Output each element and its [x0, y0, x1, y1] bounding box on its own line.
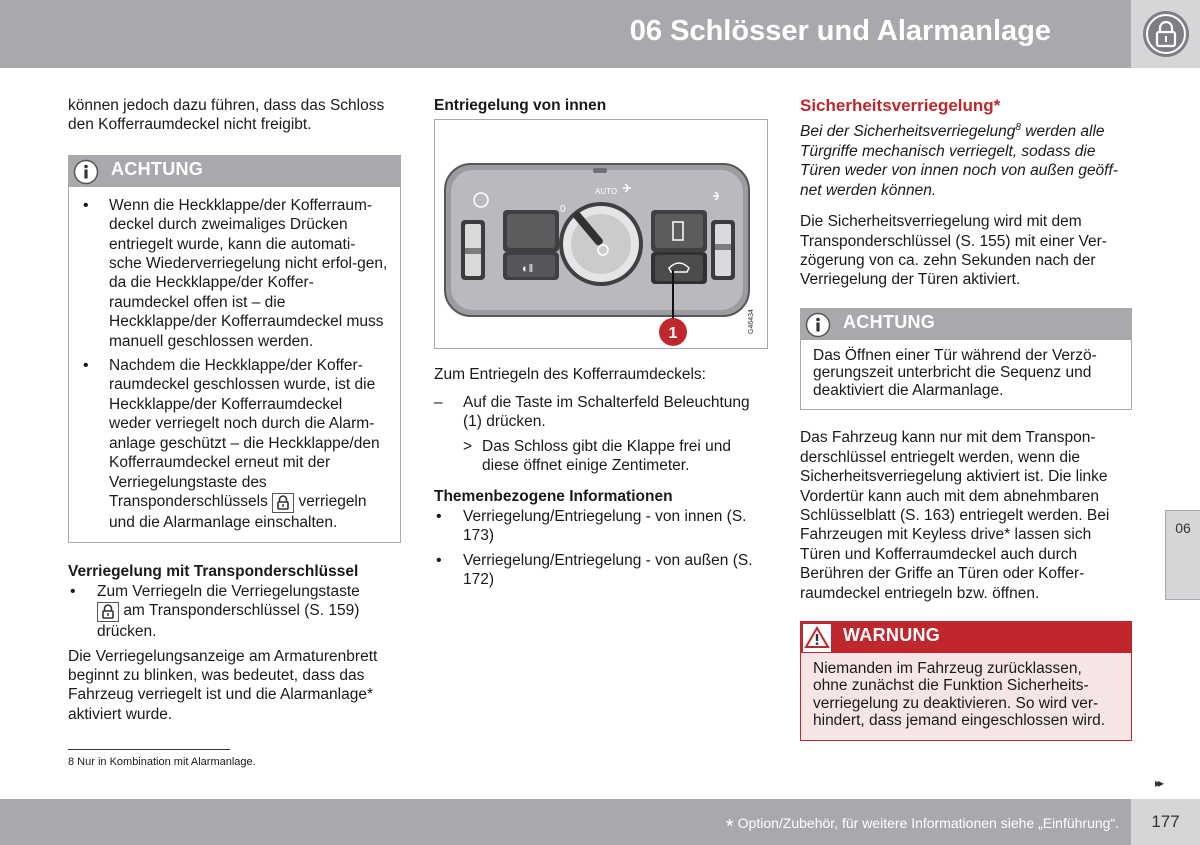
paragraph: Die Sicherheitsverriegelung wird mit dem Transponderschlüssel (S. 155) mit einer Ver-zögerung von ca. zehn Sekunden nach der Verriegelung der Türen aktiviert. [800, 213, 1107, 289]
caution-box [800, 308, 1132, 411]
list-item-text: Zum Verriegeln die Verriegelungstaste [97, 582, 360, 600]
list-item [68, 582, 401, 642]
chapter-side-tab[interactable]: 06 [1165, 510, 1200, 600]
list-item [81, 356, 388, 532]
caution-header [69, 156, 400, 187]
warning-header [801, 622, 1131, 653]
chapter-icon-tab [1131, 0, 1200, 68]
light-switch-panel-illustration [434, 119, 768, 349]
warning-text: Niemanden im Fahrzeug zurücklassen, ohne zunächst die Funktion Sicherheits-verriegelung zu deaktivieren. So wird ver-hindert, dass jemand eingeschlossen wird. [801, 653, 1131, 740]
option-star: * [725, 816, 734, 838]
figure-code: G46434 [748, 309, 755, 335]
auto-label: AUTO [595, 187, 618, 197]
chapter-title: 06 Schlösser und Alarmanlage [629, 15, 1051, 47]
svg-text:◐‖: ◐‖ [522, 263, 534, 276]
section-heading: Verriegelung mit Transponderschlüssel [68, 563, 359, 581]
lock-key-icon [272, 493, 294, 513]
footnote-ref: 8 [1015, 122, 1021, 134]
intro-paragraph [800, 118, 1132, 200]
list-item-text: Nachdem die Heckklappe/der Koffer-raumdeckel geschlossen wurde, ist die Heckklappe/der Kofferraumdeckel weder verriegelt noch durch die Alarm-anlage geschützt – die Heckklappe/den Kofferraumdeckel erneut mit der Verriegelungstaste des Transponderschlüssels [109, 357, 380, 510]
lock-icon [1143, 11, 1189, 57]
footer-note-text: Option/Zubehör, für weitere Informationen siehe „Einführung“. [737, 815, 1119, 831]
warning-triangle-icon [803, 624, 831, 652]
paragraph: Zum Entriegeln des Kofferraumdeckels: [434, 366, 706, 384]
callout-number: 1 [668, 325, 678, 343]
warning-title: WARNUNG [843, 624, 941, 645]
related-link[interactable]: • Verriegelung/Entriegelung - von außen (S. 172) [434, 551, 769, 590]
paragraph: können jedoch dazu führen, dass das Schloss den Kofferraumdeckel nicht freigibt. [68, 97, 385, 134]
list-item-text: am Transponderschlüssel (S. 159) drücken. [97, 602, 360, 641]
result-item: > Das Schloss gibt die Klappe frei und diese öffnet einige Zentimeter. [434, 437, 769, 476]
related-link[interactable]: • Verriegelung/Entriegelung - von innen (S. 173) [434, 507, 769, 546]
caution-header [801, 309, 1131, 340]
paragraph: Das Fahrzeug kann nur mit dem Transpon-derschlüssel entriegelt werden, wenn die Sicherheitsverriegelung aktiviert ist. Die linke Vordertür kann auch mit dem abnehmbaren Schlüsselblatt (S. 163) entriegelt werden. Bei Fahrzeugen mit Keyless drive* lassen sich Türen und Kofferraumdeckel auch durch Berühren der Griffe an Türen oder Koffer-raumdeckel entriegeln bzw. öffnen. [800, 429, 1110, 602]
intro-text: Bei der Sicherheitsverriegelung [800, 123, 1016, 141]
section-heading: Sicherheitsverriegelung* [800, 96, 1001, 115]
footnote: 8 Nur in Kombination mit Alarmanlage. [68, 756, 256, 768]
paragraph: Die Verriegelungsanzeige am Armaturenbrett beginnt zu blinken, was bedeutet, dass das Fahrzeug verriegelt ist und die Alarmanlage* aktiviert wurde. [68, 647, 378, 723]
intro-text: werden alle Türgriffe mechanisch verriegelt, sodass die Türen weder von innen noch von außen geöff-net werden können. [800, 123, 1118, 199]
page-number: 177 [1131, 799, 1200, 845]
caution-text: Das Öffnen einer Tür während der Verzö-gerungszeit unterbricht die Sequenz und deaktiviert die Alarmanlage. [813, 346, 1097, 399]
footnote-divider [68, 749, 230, 750]
step-item: – Auf die Taste im Schalterfeld Beleuchtung (1) drücken. [434, 393, 769, 432]
footer-note [726, 815, 1119, 839]
column-left [68, 96, 401, 732]
caution-box [68, 155, 401, 544]
page-header [0, 0, 1131, 68]
page-footer [0, 799, 1131, 845]
caution-title: ACHTUNG [111, 158, 204, 179]
list-item: • Wenn die Heckklappe/der Kofferraum-deckel durch zweimaliges Drücken entriegelt wurde, kann die automati-sche Wiederverriegelung nicht erfol-gen, da die Heckklappe/der Koffer-raumdeckel offen ist – die Heckklappe/der Kofferraumdeckel muss manuell geschlossen werden. [81, 196, 388, 351]
info-icon [805, 312, 831, 338]
lock-key-icon [97, 602, 119, 622]
section-heading: Entriegelung von innen [434, 97, 607, 114]
warning-box [800, 621, 1132, 741]
info-icon [73, 159, 99, 185]
section-heading: Themenbezogene Informationen [434, 488, 673, 506]
zero-label: 0 [560, 204, 566, 216]
next-page-icon[interactable]: ▸▸ [1155, 776, 1162, 790]
caution-title: ACHTUNG [843, 311, 936, 332]
list-item-text: verriegeln und die Alarmanlage einschalten. [109, 492, 367, 531]
column-right [800, 96, 1132, 741]
column-middle [434, 96, 769, 594]
